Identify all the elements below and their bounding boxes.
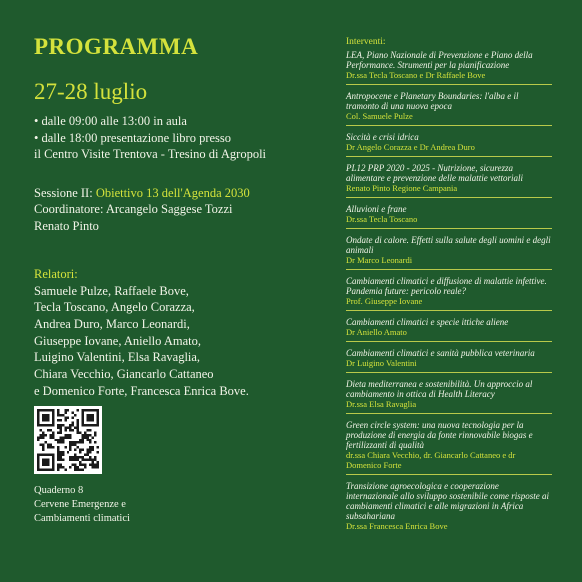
intervento-item bbox=[346, 202, 552, 229]
intervento-item bbox=[346, 377, 552, 414]
speakers-line: Giuseppe Iovane, Aniello Amato, bbox=[34, 333, 201, 348]
schedule-item: • dalle 18:00 presentazione libro presso bbox=[34, 130, 232, 145]
intervento-title: Siccità e crisi idrica bbox=[346, 131, 419, 142]
interventi-column bbox=[346, 37, 552, 539]
intervento-title: Green circle system: una nuova tecnologia per la produzione di energia da fonte rinnovabile biogas e fertilizzanti di qualità bbox=[346, 419, 533, 450]
coordinator-line: Coordinatore: Arcangelo Saggese Tozzi bbox=[34, 202, 233, 216]
interventi-list bbox=[346, 48, 552, 535]
intervento-item bbox=[346, 479, 552, 535]
intervento-title: Antropocene e Planetary Boundaries: l'alba e il tramonto di una nuova epoca bbox=[346, 90, 519, 111]
intervento-speaker: Dr.ssa Tecla Toscano e Dr Raffaele Bove bbox=[346, 69, 486, 80]
event-dates: 27-28 luglio bbox=[34, 79, 148, 104]
intervento-speaker: Dr.ssa Tecla Toscano bbox=[346, 213, 418, 224]
intervento-title: PL12 PRP 2020 - 2025 - Nutrizione, sicurezza alimentare e prevenzione delle malattie vettoriali bbox=[346, 162, 524, 183]
speakers-line: Tecla Toscano, Angelo Corazza, bbox=[34, 300, 195, 315]
intervento-speaker: Dr Angelo Corazza e Dr Andrea Duro bbox=[346, 141, 475, 152]
intervento-item bbox=[346, 315, 552, 342]
quaderno-caption bbox=[34, 484, 334, 526]
session-topic: Obiettivo 13 dell'Agenda 2030 bbox=[95, 185, 250, 200]
quaderno-line: Cambiamenti climatici bbox=[34, 513, 130, 525]
intervento-item bbox=[346, 89, 552, 126]
intervento-speaker: Dr.ssa Elsa Ravaglia bbox=[346, 398, 417, 409]
intervento-title: Cambiamenti climatici e sanità pubblica veterinaria bbox=[346, 347, 535, 358]
intervento-title: Cambiamenti climatici e diffusione di malattie infettive. Pandemia future: pericolo reale? bbox=[346, 275, 547, 296]
page-title: PROGRAMMA bbox=[34, 34, 199, 59]
interventi-label: Interventi: bbox=[346, 37, 386, 47]
intervento-title: Cambiamenti climatici e specie ittiche aliene bbox=[346, 316, 509, 327]
quaderno-line: Quaderno 8 bbox=[34, 485, 84, 497]
intervento-title: Ondate di calore. Effetti sulla salute degli uomini e degli animali bbox=[346, 234, 551, 255]
intervento-speaker: Dr Aniello Amato bbox=[346, 326, 407, 337]
schedule-item: • dalle 09:00 alle 13:00 in aula bbox=[34, 114, 187, 128]
intervento-speaker: Dr.ssa Francesca Enrica Bove bbox=[346, 520, 448, 531]
intervento-title: LEA, Piano Nazionale di Prevenzione e Piano della Performance. Strumenti per la pianificazione bbox=[346, 49, 533, 70]
intervento-title: Transizione agroecologica e cooperazione internazionale allo sviluppo sostenibile come risposte ai cambiamenti climatici e alle migrazioni in Africa subsahariana bbox=[346, 480, 549, 521]
speakers-line: e Domenico Forte, Francesca Enrica Bove. bbox=[34, 383, 249, 398]
intervento-speaker: dr.ssa Chiara Vecchio, dr. Giancarlo Cattaneo e dr Domenico Forte bbox=[346, 449, 516, 470]
qr-code-icon bbox=[37, 409, 99, 471]
intervento-speaker: Dr Marco Leonardi bbox=[346, 254, 413, 265]
speakers-line: Samuele Pulze, Raffaele Bove, bbox=[34, 283, 189, 298]
speakers-list bbox=[34, 283, 334, 400]
quaderno-line: Cervene Emergenze e bbox=[34, 499, 126, 511]
coordinator-line-2: Renato Pinto bbox=[34, 218, 99, 233]
qr-code[interactable] bbox=[34, 406, 102, 474]
intervento-speaker: Col. Samuele Pulze bbox=[346, 110, 413, 121]
intervento-item bbox=[346, 274, 552, 311]
schedule-item: il Centro Visite Trentova - Tresino di Agropoli bbox=[34, 147, 267, 161]
session-prefix: Sessione II: bbox=[34, 185, 96, 200]
speakers-line: Chiara Vecchio, Giancarlo Cattaneo bbox=[34, 367, 214, 382]
intervento-item bbox=[346, 48, 552, 85]
intervento-item bbox=[346, 418, 552, 475]
schedule-list bbox=[34, 113, 334, 163]
session-info bbox=[34, 185, 334, 235]
speakers-line: Luigino Valentini, Elsa Ravaglia, bbox=[34, 350, 201, 365]
intervento-speaker: Prof. Giuseppe Iovane bbox=[346, 295, 423, 306]
intervento-title: Alluvioni e frane bbox=[346, 203, 407, 214]
intervento-speaker: Renato Pinto Regione Campania bbox=[346, 182, 458, 193]
intervento-item bbox=[346, 346, 552, 373]
program-left-column bbox=[34, 34, 334, 526]
intervento-title: Dieta mediterranea e sostenibilità. Un approccio al cambiamento in ottica di Health Literacy bbox=[346, 378, 533, 399]
intervento-item bbox=[346, 161, 552, 198]
intervento-item bbox=[346, 233, 552, 270]
speakers-label: Relatori: bbox=[34, 267, 78, 281]
intervento-speaker: Dr Luigino Valentini bbox=[346, 357, 417, 368]
speakers-line: Andrea Duro, Marco Leonardi, bbox=[34, 316, 190, 331]
intervento-item bbox=[346, 130, 552, 157]
